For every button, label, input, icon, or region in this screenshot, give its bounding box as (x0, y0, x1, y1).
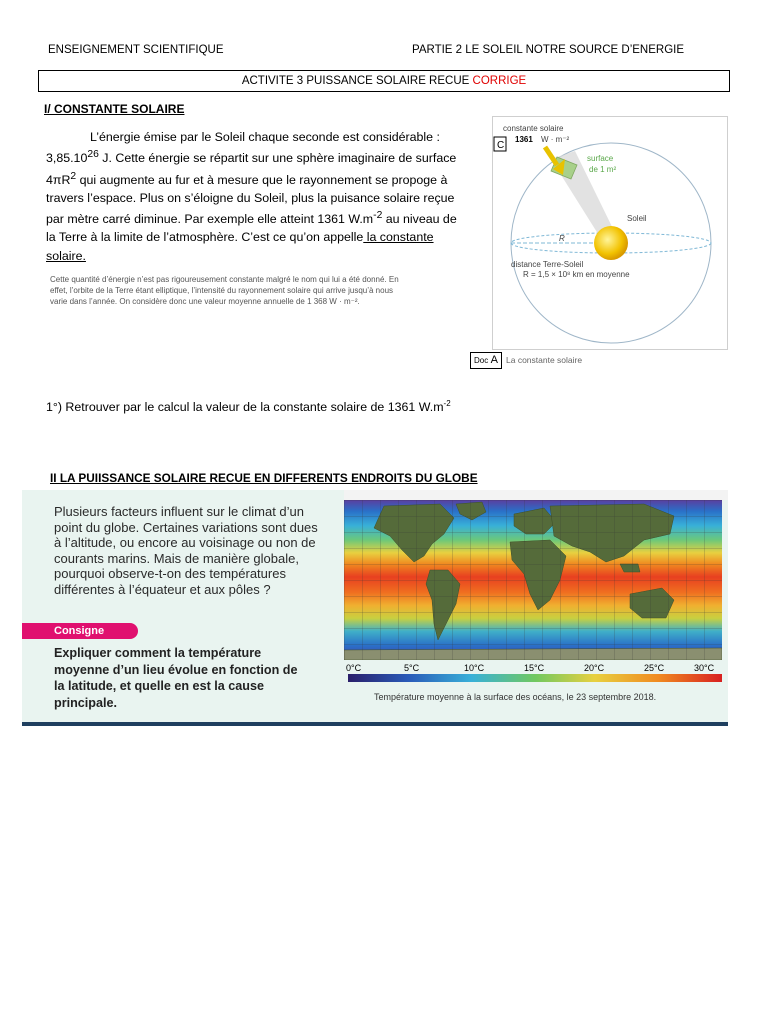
box-c-letter: C (497, 140, 505, 151)
para-exp-3: -2 (373, 210, 383, 222)
question-1-exp: -2 (443, 399, 451, 408)
para-text-4: au niveau de la Terre à la limite de l’atmosphère. C’est ce qu’on appelle (46, 212, 457, 245)
constant-label: constante solaire (503, 124, 564, 133)
sun-icon (594, 226, 628, 260)
surface-label-2: de 1 m² (589, 165, 617, 174)
scale-label-0: 0°C (346, 663, 362, 673)
section2-heading: II LA PUIISSANCE SOLAIRE RECUE EN DIFFERENTS ENDROITS DU GLOBE (50, 471, 478, 485)
solar-constant-svg (493, 117, 729, 351)
section1-note: Cette quantité d’énergie n’est pas rigoureusement constante malgré le nom qui lui a été donné. En effet, l’orbite de la Terre étant elliptique, l’intensité du rayonnement solaire qui arrive jusqu’à nous varie dans l’année. On considère donc une valeur moyenne annuelle de 1 368 W · m⁻². (50, 275, 399, 306)
scale-bar (348, 674, 722, 682)
ray-arrow-shaft (545, 147, 557, 165)
consigne-text: Expliquer comment la température moyenne d’un lieu évolue en fonction de la latitude, et quelle en est la cause principale. (54, 646, 298, 710)
sun-label: Soleil (627, 214, 647, 223)
scale-label-2: 10°C (464, 663, 485, 673)
distance-value: R = 1,5 × 10⁸ km en moyenne (523, 270, 630, 279)
section1-paragraph (46, 128, 466, 265)
header-subject: ENSEIGNEMENT SCIENTIFIQUE (48, 44, 224, 56)
distance-label: distance Terre-Soleil (511, 260, 584, 269)
para-text-3: qui augmente au fur et à mesure que le rayonnement se propoge à travers l’espace. Plus on s’éloigne du Soleil, plus la puisance solaire reçue par mètre carré diminue. Par exemple elle atteint 1361 W.m (46, 172, 455, 227)
scale-label-3: 15°C (524, 663, 545, 673)
consigne-badge: Consigne (22, 623, 138, 639)
map-top-strip (344, 490, 728, 500)
para-text-2: J. Cette énergie se répartit sur une sphère imaginaire de surface 4πR (46, 151, 457, 187)
header-part: PARTIE 2 LE SOLEIL NOTRE SOURCE D’ENERGIE (412, 44, 685, 56)
para-exp-2: 2 (70, 170, 77, 182)
para-text-1: L’énergie émise par le Soleil chaque seconde est considérable : 3,85.10 (46, 130, 440, 166)
doc-letter: A (490, 354, 499, 366)
grid-lines (344, 500, 722, 660)
solar-constant-term: la constante solaire. (46, 230, 434, 263)
solar-constant-diagram (492, 116, 728, 350)
question-1 (46, 399, 451, 414)
scale-label-1: 5°C (404, 663, 420, 673)
surface-label-1: surface (587, 154, 614, 163)
corrige-label: CORRIGE (472, 75, 527, 87)
ocean-temperature-map (344, 500, 722, 660)
constant-unit: W · m⁻² (541, 135, 570, 144)
doc-prefix: Doc (473, 356, 489, 365)
activity-title: ACTIVITE 3 PUISSANCE SOLAIRE RECUE (241, 75, 473, 87)
scale-label-5: 25°C (644, 663, 665, 673)
temperature-scale (346, 662, 724, 684)
scale-label-6: 30°C (694, 663, 715, 673)
constant-value: 1361 (515, 135, 533, 144)
climate-intro: Plusieurs facteurs influent sur le climat d’un point du globe. Certaines variations sont dues à l’altitude, ou encore au voisinage ou non de courants marins. Mais de manière globale, pourquoi observe-t-on des températures différentes à l’équateur et aux pôles ? (54, 504, 318, 597)
radius-label: R (559, 234, 565, 243)
question-1-text: 1°) Retrouver par le calcul la valeur de la constante solaire de 1361 W.m (46, 400, 444, 415)
section1-heading: I/ CONSTANTE SOLAIRE (44, 102, 185, 116)
para-exp-1: 26 (87, 149, 99, 161)
doc-a-tag (470, 352, 502, 369)
doc-a-caption: La constante solaire (506, 355, 583, 365)
activity-title-box (38, 70, 730, 92)
map-caption: Température moyenne à la surface des océans, le 23 septembre 2018. (374, 692, 657, 702)
scale-label-4: 20°C (584, 663, 605, 673)
